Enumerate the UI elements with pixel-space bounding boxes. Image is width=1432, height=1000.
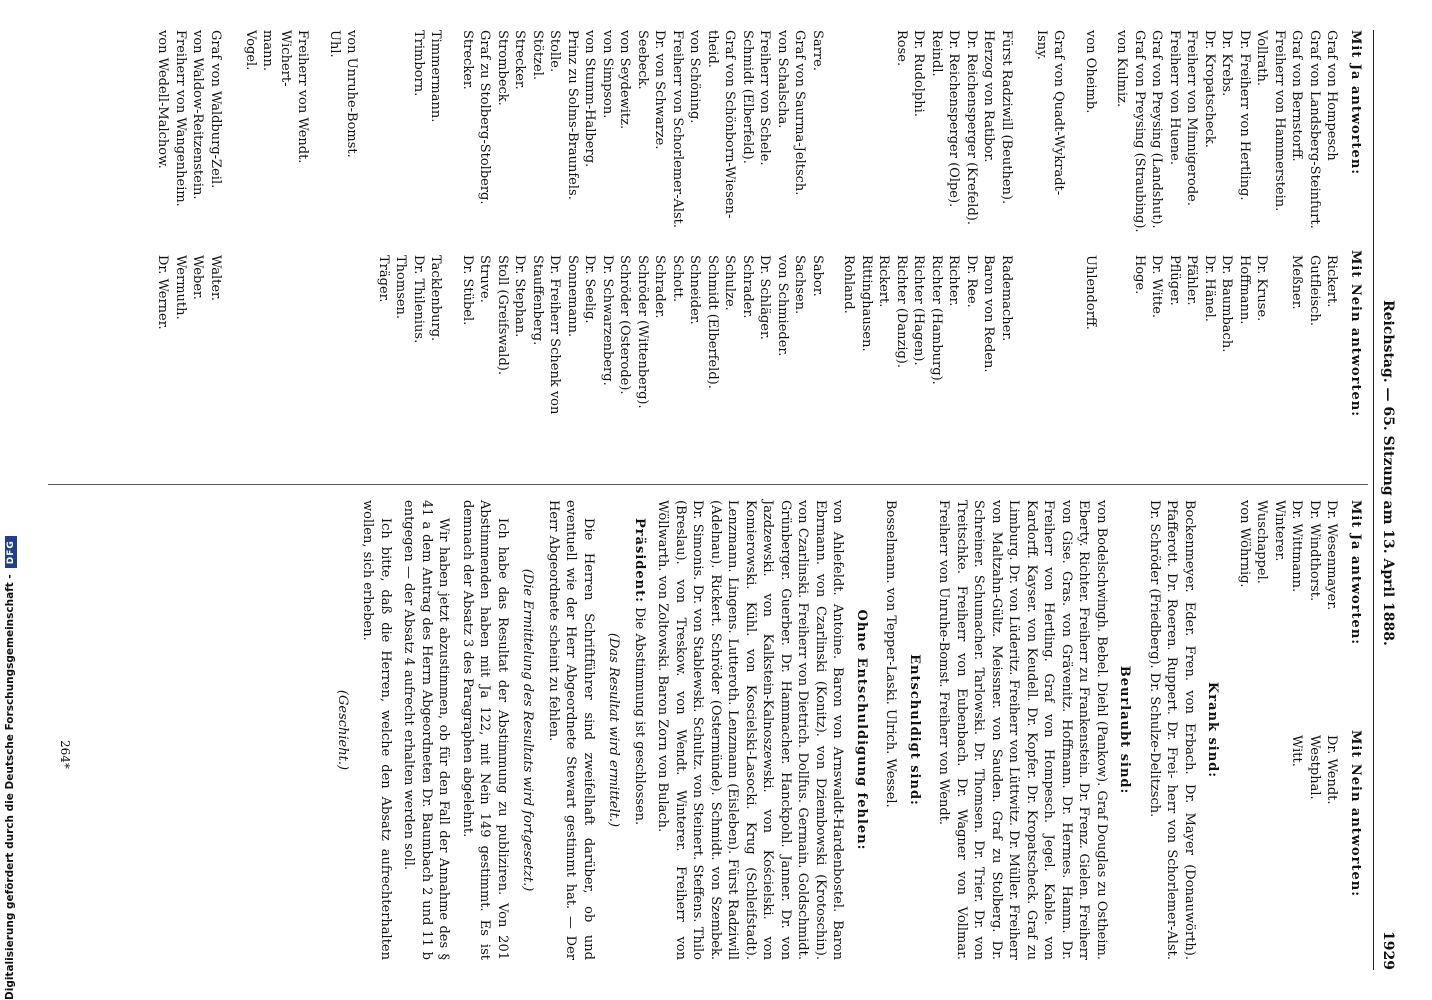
member-name: Dr. Kropatscheck. bbox=[1202, 30, 1217, 148]
member-name: Graf von Hompesch bbox=[1324, 30, 1340, 161]
ja-list bbox=[326, 30, 361, 245]
nein-list bbox=[1082, 255, 1100, 470]
member-name: Pflüger. bbox=[1167, 255, 1182, 306]
paragraph: Die Herren Schriftführer sind zweifelhaft darüber, ob und eventuell wie der Herr Abgeordnete Stewart gestimmt hat. — Der Herr Abgeordnete scheint zu fehlen. bbox=[546, 500, 596, 960]
member-name: Dr. Windthorst. bbox=[1307, 500, 1322, 602]
member-name: Stolle. bbox=[547, 30, 563, 73]
vote-block-t bbox=[375, 30, 445, 470]
member-name: Dr. Wittmann. bbox=[1289, 500, 1305, 593]
vote-block-u bbox=[326, 30, 361, 470]
member-name: Prinz zu Solms-Braunfels. bbox=[565, 30, 580, 200]
member-name: Sonnemann. bbox=[565, 255, 580, 338]
member-name: von Schöning. bbox=[687, 30, 703, 124]
ja-heading: Mit Ja antworten: bbox=[1348, 30, 1363, 176]
member-name: Schneider. bbox=[687, 255, 703, 325]
ja-list bbox=[1113, 30, 1341, 245]
vote-block-mid bbox=[840, 30, 1068, 470]
member-name: Dr. Wesenmayer. bbox=[1324, 500, 1340, 611]
member-name bbox=[1015, 255, 1033, 470]
nein-list bbox=[1236, 735, 1341, 960]
member-name: Graf von Waldburg-Zeil. bbox=[208, 30, 223, 189]
right-column bbox=[28, 500, 1364, 960]
member-name: Winterer. bbox=[1272, 500, 1287, 562]
member-name: von Schmieder. bbox=[775, 255, 790, 357]
nein-list bbox=[154, 255, 312, 470]
member-name: Vogel. bbox=[243, 30, 258, 71]
member-name: Gutfleisch. bbox=[1307, 255, 1322, 326]
member-name: Richter (Hagen). bbox=[911, 255, 927, 366]
member-name: Graf von Preysing (Landshut). bbox=[1149, 30, 1165, 229]
member-name: Westphal. bbox=[1307, 735, 1322, 800]
member-name: Uhl. bbox=[327, 30, 342, 58]
member-name: Schröder (Osterode). bbox=[617, 255, 633, 395]
member-name: Hoge. bbox=[1132, 255, 1147, 295]
member-name: Trimborn. bbox=[411, 30, 426, 97]
member-name: Richter (Hamburg). bbox=[929, 255, 944, 385]
member-name bbox=[1271, 255, 1289, 470]
krank-text: Bockenmeyer. Eder. Fren. von Erbach. Dr. Mayer (Donauwörth). Pfafferott. Dr. Roeren. Ruppert. Dr. Frei- herr von Schorlemer-Alst. Dr. Schröder (Friedberg). Dr. Schulze-Delitzsch. bbox=[1147, 500, 1197, 960]
left-column bbox=[28, 30, 1364, 470]
vote-block-w bbox=[154, 30, 312, 470]
member-name: Stötzel. bbox=[530, 30, 545, 81]
right-column-heads bbox=[1347, 500, 1365, 960]
member-name: Dr. Stephan. bbox=[512, 255, 528, 338]
member-name: von Oheimb. bbox=[1083, 30, 1098, 114]
member-name: Vollrath. bbox=[1254, 30, 1270, 87]
member-name: Rademacher. bbox=[999, 255, 1014, 342]
vote-block-single bbox=[1082, 30, 1100, 470]
member-name: Rose. bbox=[894, 30, 909, 67]
president-statement bbox=[631, 500, 649, 960]
member-name: Tacklenburg. bbox=[428, 255, 444, 342]
member-name: Freiherr von Schele. bbox=[757, 30, 773, 166]
member-name: Stoll (Greifswald). bbox=[495, 255, 510, 375]
member-name: Graf zu Stolberg-Stolberg. bbox=[477, 30, 493, 205]
member-name: mann. bbox=[260, 30, 276, 71]
page-title: Reichstag. — 65. Sitzung am 13. April 1888. bbox=[1380, 300, 1396, 646]
member-name: Dr. Schwarzenberg. bbox=[600, 255, 615, 386]
member-name bbox=[242, 255, 260, 470]
member-name: Richter. bbox=[946, 255, 962, 307]
member-name: Schmidt (Elberfeld). bbox=[705, 255, 720, 389]
member-name: Rohland. bbox=[841, 255, 857, 314]
entschuldigt-text: Bosselmann. von Tepper-Laski. Ulrich. Wessel. bbox=[883, 500, 899, 808]
ja-heading: Mit Ja antworten: bbox=[1348, 500, 1363, 646]
member-name: Freiherr von Minnigerode. bbox=[1184, 30, 1200, 206]
member-name: von Simpson. bbox=[600, 30, 615, 119]
paragraph: Wir haben jetzt abzustimmen, ob für den Fall der Annahme des § 41 a dem Antrag des Herrn Abgeordneten Dr. Baumbach 2 und 11 b entgegen — der Absatz 4 aufrecht erhalten werden soll. bbox=[401, 500, 452, 960]
nein-list bbox=[459, 255, 827, 470]
member-name bbox=[1015, 30, 1033, 245]
member-name bbox=[277, 255, 295, 470]
member-name bbox=[1033, 255, 1051, 470]
vote-block-top bbox=[1113, 30, 1341, 470]
member-name: theid. bbox=[705, 30, 720, 68]
stage-note: (Geschieht.) bbox=[335, 689, 350, 771]
member-name: Sarre. bbox=[810, 30, 825, 71]
member-name: Dr. Krebs. bbox=[1219, 30, 1235, 97]
ja-list bbox=[375, 30, 445, 245]
member-name: Dr. Rudolphi. bbox=[911, 30, 927, 117]
member-name: von Waldow-Reitzenstein. bbox=[190, 30, 206, 200]
ja-list bbox=[840, 30, 1068, 245]
nein-list bbox=[840, 255, 1068, 470]
member-name: Hoffmann. bbox=[1237, 255, 1252, 325]
member-name: Schmidt (Elberfeld). bbox=[740, 30, 755, 164]
member-name: Wermuth. bbox=[173, 255, 188, 320]
krank-heading: Krank sind: bbox=[1205, 681, 1221, 779]
member-name: Freiherr von Schorlemer-Alst. bbox=[670, 30, 685, 229]
member-name: Wuschappel. bbox=[1254, 500, 1270, 584]
column-divider bbox=[48, 484, 1368, 485]
member-name bbox=[224, 255, 242, 470]
page-number: 1929 bbox=[1380, 931, 1396, 970]
member-name: Graf von Landsberg-Steinfurt. bbox=[1307, 30, 1322, 229]
member-name: von Unruhe-Bomst. bbox=[344, 30, 360, 158]
member-name: Dr. Werner. bbox=[155, 255, 171, 330]
nein-list bbox=[1113, 255, 1341, 470]
vote-block-low bbox=[459, 30, 827, 470]
member-name: Wichert- bbox=[278, 30, 293, 87]
member-name: Dr. Schläger. bbox=[757, 255, 773, 340]
member-name: Dr. Thilenius. bbox=[411, 255, 426, 344]
ja-list bbox=[459, 30, 827, 245]
signature-number: 264* bbox=[58, 740, 72, 769]
member-name: Strecker. bbox=[460, 30, 475, 90]
member-name: Freiherr von Wendt. bbox=[295, 30, 311, 164]
member-name: Richter (Danzig). bbox=[894, 255, 909, 369]
stage-note: (Das Resultat wird ermittelt.) bbox=[606, 632, 622, 828]
member-name: Sabor. bbox=[810, 255, 825, 297]
ohne-entschuldigung-heading: Ohne Entschuldigung fehlen: bbox=[854, 609, 869, 851]
member-name bbox=[294, 255, 312, 470]
nein-heading: Mit Nein antworten: bbox=[1348, 250, 1363, 418]
member-name: Uhlendorff. bbox=[1083, 255, 1098, 330]
member-name: Stauffenberg. bbox=[530, 255, 545, 346]
member-name: Strecker. bbox=[512, 30, 528, 90]
member-name: Struve. bbox=[477, 255, 493, 303]
member-name: Dr. Wendt. bbox=[1324, 735, 1340, 805]
vote-block-right bbox=[1236, 500, 1341, 960]
member-name: Träger. bbox=[376, 255, 391, 303]
paragraph: Ich habe das Resultat der Abstimmung zu publiziren. Von 201 Abstimmenden haben mit Ja 122, mit Nein 149 gestimmt. Es ist demnach der Absatz 3 des Paragraphen abgelehnt. bbox=[460, 500, 510, 960]
member-name: Schrader. bbox=[740, 255, 755, 319]
ohne-entschuldigung-text: von Ahlefeldt. Antoine. Baron von Arnswaldt-Hardenbostel. Baron Ebrmann. von Czarlinski (Konitz). von Dziembowski (Krotoschin). von Czarlinski. Freiherr von Dietrich. Dollfus. Germain. Goldschmidt. Grünberger. Guerber. Dr. Hammacher. Hanckpohl. Janner. Dr. von Jazdzewski. von Kalkstein-Kalnoszewski. von Kościelski. von Komierowski. Kühl. von Koscielski-Lasocki. Krug (Schleifstadt). Lenzmann. Lingens. Lutteroth. Lenzmann (Eisleben). Fürst Radziwill (Adelnau). Rickert. Schröder (Ostermünde). Schmidt. von Szembek. Dr. Simonis. Dr. von Stablewski. Schultz. von Steinert. Steffens. Thilo (Breslau). von Treskow. von Wendt. Winterer. Freiherr von Wöllwarth. von Zoltowski. Baron Zorn von Bulach. bbox=[655, 500, 846, 960]
member-name: Freiherr von Hammerstein. bbox=[1272, 30, 1287, 212]
ja-list bbox=[154, 30, 312, 245]
member-name: Dr. Freiherr Schenk von bbox=[547, 255, 563, 415]
beurlaubt-text: von Bodelschwingh. Bebel. Diehl (Pankow). Graf Douglas zu Ostheim. Eberty. Richter. Freiherr zu Frankenstein. Dr. Frenz. Gielen. Freiherr von Gise. Gras. von Grävenitz. Hoffmann. Dr. Hermes. Hamm. Dr. Freiherr von Hertling. Graf von Hompesch. Jegel. Kable. von Kardorff. Kayser. von Keudell. Dr. Kopfer. Dr. Kropatscheck. Graf zu Limburg. Dr. von Lüderitz. Freiherr von Lüttwitz. Dr. Müller. Freiherr von Maltzahn-Gültz. Meissner. von Sauden. Graf zu Stolberg. Dr. Schreiner. Schumacher. Tarlowski. Dr. Thomsen. Dr. Trier. Dr. von Treitschke. Freiherr von Eubenbach. Dr. Wagner von Vollmar. Freiherr von Unruhe-Bomst. Freiherr von Wendt. bbox=[936, 500, 1109, 960]
member-name: Dr. Ree. bbox=[964, 255, 979, 308]
member-name: Rickert. bbox=[876, 255, 892, 308]
member-name: von Schalscha. bbox=[775, 30, 790, 129]
ja-list bbox=[1236, 500, 1341, 725]
member-name: von Wöhrnig. bbox=[1237, 500, 1252, 588]
member-name: Strombeck. bbox=[495, 30, 510, 106]
left-column-heads bbox=[1347, 30, 1365, 470]
member-name: Graf von Bernstorff. bbox=[1289, 30, 1305, 162]
nein-list bbox=[375, 255, 445, 470]
member-name: Dr. von Schwarze. bbox=[652, 30, 668, 150]
member-name: Freiherr von Wangenheim. bbox=[173, 30, 188, 207]
member-name bbox=[1050, 255, 1068, 470]
member-name: Weber. bbox=[190, 255, 206, 300]
paragraph: Ich bitte, daß die Herren, welche den Absatz aufrechterhalten wollen, sich erheben. bbox=[360, 500, 393, 960]
scanned-page bbox=[8, 0, 1408, 1000]
ja-list bbox=[1082, 30, 1100, 245]
statement-text: Die Abstimmung ist geschlossen. bbox=[632, 607, 647, 826]
member-name: Fürst Radziwill (Beuthen). bbox=[999, 30, 1014, 205]
nein-heading: Mit Nein antworten: bbox=[1348, 730, 1363, 898]
dfg-logo: DFG bbox=[5, 536, 17, 568]
member-name: Schott. bbox=[670, 255, 685, 302]
member-name: Meßner. bbox=[1289, 255, 1305, 310]
member-name bbox=[259, 255, 277, 470]
member-name: Schröder (Wittenberg). bbox=[635, 255, 650, 409]
member-name: Walter. bbox=[208, 255, 223, 301]
member-name: von Wedell-Malchow. bbox=[155, 30, 171, 169]
member-name: Dr. Stübel. bbox=[460, 255, 475, 326]
member-name: Isny. bbox=[1034, 30, 1049, 60]
nein-list bbox=[326, 255, 361, 470]
member-name: Witt. bbox=[1289, 735, 1305, 767]
member-name: Reindl. bbox=[929, 30, 944, 77]
beurlaubt-heading: Beurlaubt sind: bbox=[1117, 665, 1133, 795]
member-name: Dr. Freiherr von Hertling. bbox=[1237, 30, 1252, 201]
credit-text: Digitalisierung gefördert durch die Deutsche Forschungsgemeinschaft -DFG bbox=[4, 536, 17, 1000]
member-name: Thomsen. bbox=[393, 255, 409, 320]
member-name: Timmermann. bbox=[428, 30, 444, 123]
speaker-label: Präsident: bbox=[632, 518, 647, 603]
member-name: Sachsen. bbox=[792, 255, 808, 315]
member-name: Dr. Reichensperger (Krefeld). bbox=[964, 30, 979, 225]
member-name: Dr. Hänel. bbox=[1202, 255, 1217, 322]
entschuldigt-heading: Entschuldigt sind: bbox=[907, 654, 922, 806]
member-name bbox=[224, 30, 242, 245]
member-name: Dr. Witte. bbox=[1149, 255, 1165, 319]
member-name: Graf von Saurma-Jeltsch. bbox=[792, 30, 808, 196]
member-name: Schulze. bbox=[722, 255, 738, 311]
member-name: Herzog von Ratibor. bbox=[981, 30, 997, 163]
member-name: Freiherr von Huene. bbox=[1167, 30, 1182, 165]
member-name: Graf von Preysing (Straubing). bbox=[1132, 30, 1147, 233]
stage-note: (Die Ermittelung des Resultats wird fortgesetzt.) bbox=[520, 568, 536, 892]
member-name: Seebeck. bbox=[635, 30, 650, 90]
member-name: Rickert. bbox=[1324, 255, 1340, 308]
member-name: Dr. Reichensperger (Olpe). bbox=[946, 30, 962, 208]
member-name: von Seydewitz. bbox=[617, 30, 633, 130]
member-name: Graf von Quadt-Wykradt- bbox=[1051, 30, 1067, 196]
member-name: Dr. Seelig. bbox=[582, 255, 598, 324]
member-name: Rittinghausen. bbox=[859, 255, 874, 352]
member-name: Baron von Reden. bbox=[981, 255, 997, 373]
member-name: Dr. Baumbach. bbox=[1219, 255, 1235, 353]
member-name: Pfähler. bbox=[1184, 255, 1200, 306]
member-name: von Stumm-Halberg. bbox=[582, 30, 598, 168]
member-name: Graf von Schönborn-Wiesen- bbox=[722, 30, 738, 219]
member-name: Dr. Kruse. bbox=[1254, 255, 1270, 322]
member-name: von Kulmiz. bbox=[1114, 30, 1130, 108]
member-name: Schrader. bbox=[652, 255, 668, 319]
running-header bbox=[1373, 30, 1396, 970]
